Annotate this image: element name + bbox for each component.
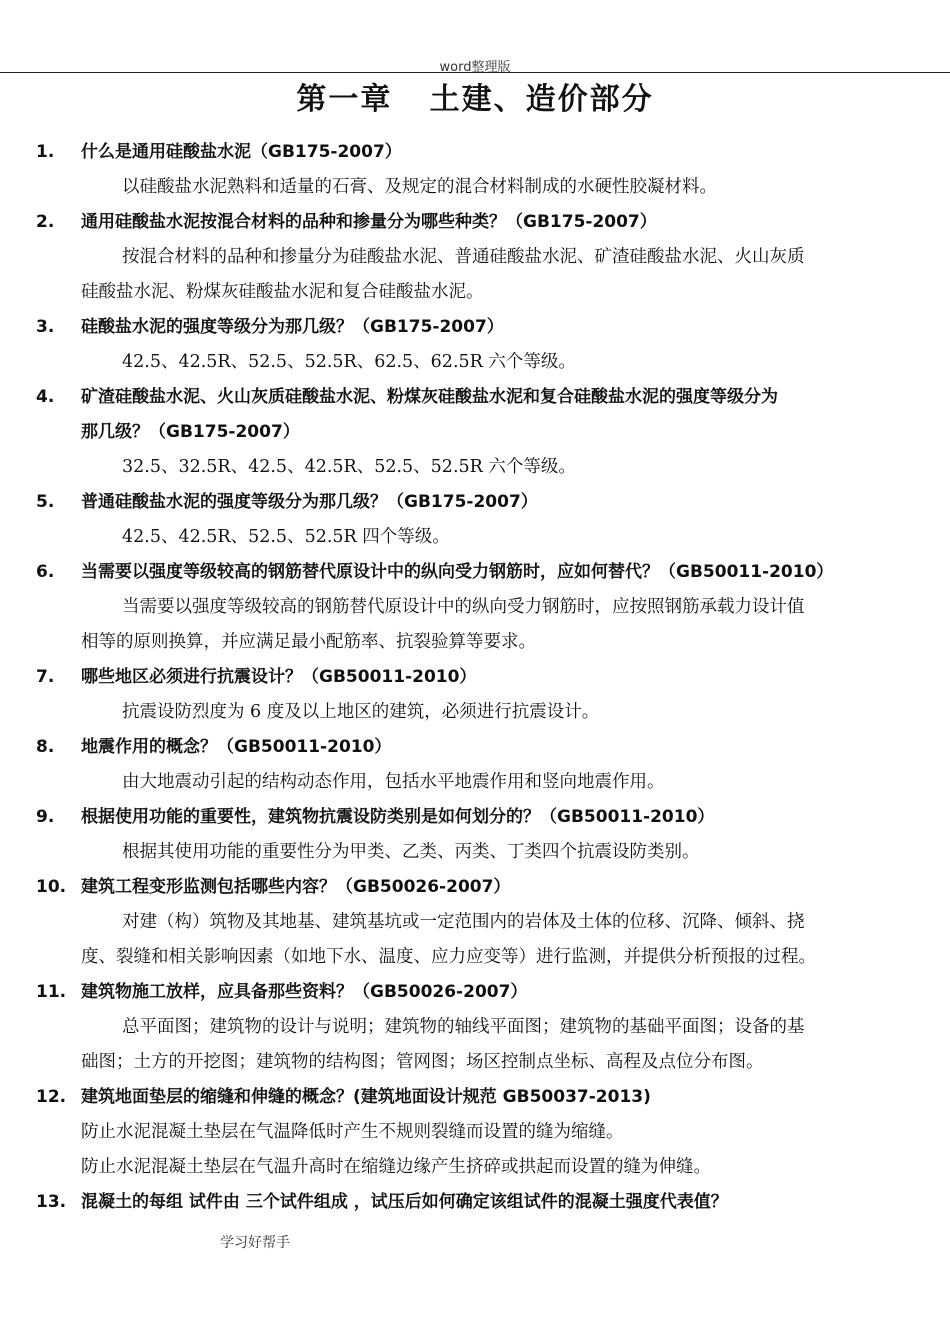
question-text: 普通硅酸盐水泥的强度等级分为那几级？（GB175-2007） xyxy=(81,492,538,512)
question-heading xyxy=(36,1080,936,1115)
question-text: 根据使用功能的重要性，建筑物抗震设防类别是如何划分的？（GB50011-2010） xyxy=(81,807,715,827)
question-number: 11. xyxy=(36,982,67,1002)
question-text: 通用硅酸盐水泥按混合材料的品种和掺量分为哪些种类？（GB175-2007） xyxy=(81,212,657,232)
question-number: 6. xyxy=(36,562,55,582)
question-number: 10. xyxy=(36,877,67,897)
answer-text: 42.5、42.5R、52.5、52.5R、62.5、62.5R 六个等级。 xyxy=(122,352,576,372)
question-text: 混凝土的每组 试件由 三个试件组成 ，试压后如何确定该组试件的混凝土强度代表值？ xyxy=(81,1192,728,1212)
page-header: word整理版 xyxy=(439,60,511,75)
question-text: 硅酸盐水泥的强度等级分为那几级？（GB175-2007） xyxy=(81,317,504,337)
page-footer: 学习好帮手 xyxy=(220,1235,290,1251)
answer-text: 以硅酸盐水泥熟料和适量的石膏、及规定的混合材料制成的水硬性胶凝材料。 xyxy=(122,177,717,197)
answer-text: 度、裂缝和相关影响因素（如地下水、温度、应力应变等）进行监测，并提供分析预报的过程。 xyxy=(81,947,816,967)
header-rule xyxy=(0,72,950,73)
answer-text: 按混合材料的品种和掺量分为硅酸盐水泥、普通硅酸盐水泥、矿渣硅酸盐水泥、火山灰质 xyxy=(122,247,805,267)
answer-text: 32.5、32.5R、42.5、42.5R、52.5、52.5R 六个等级。 xyxy=(122,457,576,477)
question-number: 13. xyxy=(36,1192,67,1212)
question-heading xyxy=(36,485,936,520)
question-heading-continued xyxy=(36,415,936,450)
question-number: 4. xyxy=(36,387,55,407)
question-heading xyxy=(36,975,936,1010)
question-heading xyxy=(36,380,936,415)
question-number: 9. xyxy=(36,807,55,827)
answer-text: 总平面图；建筑物的设计与说明；建筑物的轴线平面图；建筑物的基础平面图；设备的基 xyxy=(122,1017,805,1037)
question-heading xyxy=(36,1185,936,1220)
question-text: 什么是通用硅酸盐水泥（GB175-2007） xyxy=(81,142,402,162)
chapter-title: 第一章 土建、造价部分 xyxy=(296,82,654,117)
question-text: 建筑物施工放样，应具备那些资料？（GB50026-2007） xyxy=(81,982,528,1002)
answer-text: 对建（构）筑物及其地基、建筑基坑或一定范围内的岩体及土体的位移、沉降、倾斜、挠 xyxy=(122,912,805,932)
answer-text: 42.5、42.5R、52.5、52.5R 四个等级。 xyxy=(122,527,450,547)
question-heading xyxy=(36,800,936,835)
question-text: 哪些地区必须进行抗震设计？（GB50011-2010） xyxy=(81,667,477,687)
question-number: 3. xyxy=(36,317,55,337)
answer-text: 由大地震动引起的结构动态作用，包括水平地震作用和竖向地震作用。 xyxy=(122,772,665,792)
answer-text: 相等的原则换算，并应满足最小配筋率、抗裂验算等要求。 xyxy=(81,632,536,652)
question-number: 1. xyxy=(36,142,55,162)
answer-text: 根据其使用功能的重要性分为甲类、乙类、丙类、丁类四个抗震设防类别。 xyxy=(122,842,700,862)
answer-text: 抗震设防烈度为 6 度及以上地区的建筑，必须进行抗震设计。 xyxy=(122,702,600,722)
question-heading xyxy=(36,135,936,170)
question-heading xyxy=(36,660,936,695)
question-text: 地震作用的概念？（GB50011-2010） xyxy=(81,737,392,757)
question-text: 建筑地面垫层的缩缝和伸缝的概念？(建筑地面设计规范 GB50037-2013) xyxy=(81,1087,651,1107)
question-number: 12. xyxy=(36,1087,67,1107)
question-heading xyxy=(36,730,936,765)
answer-text: 防止水泥混凝土垫层在气温升高时在缩缝边缘产生挤碎或拱起而设置的缝为伸缝。 xyxy=(81,1157,711,1177)
question-text: 那几级？（GB175-2007） xyxy=(81,422,300,442)
question-heading xyxy=(36,555,936,590)
question-heading xyxy=(36,870,936,905)
answer-text: 础图；土方的开挖图；建筑物的结构图；管网图；场区控制点坐标、高程及点位分布图。 xyxy=(81,1052,764,1072)
question-text: 建筑工程变形监测包括哪些内容？（GB50026-2007） xyxy=(81,877,511,897)
question-heading xyxy=(36,310,936,345)
answer-text: 当需要以强度等级较高的钢筋替代原设计中的纵向受力钢筋时，应按照钢筋承载力设计值 xyxy=(122,597,805,617)
question-number: 5. xyxy=(36,492,55,512)
question-number: 2. xyxy=(36,212,55,232)
question-number: 7. xyxy=(36,667,55,687)
question-heading xyxy=(36,205,936,240)
question-text: 矿渣硅酸盐水泥、火山灰质硅酸盐水泥、粉煤灰硅酸盐水泥和复合硅酸盐水泥的强度等级分为 xyxy=(81,387,778,407)
answer-text: 硅酸盐水泥、粉煤灰硅酸盐水泥和复合硅酸盐水泥。 xyxy=(81,282,484,302)
question-text: 当需要以强度等级较高的钢筋替代原设计中的纵向受力钢筋时，应如何替代？（GB50011-2010） xyxy=(81,562,834,582)
answer-text: 防止水泥混凝土垫层在气温降低时产生不规则裂缝而设置的缝为缩缝。 xyxy=(81,1122,624,1142)
document-body xyxy=(36,135,936,1220)
question-number: 8. xyxy=(36,737,55,757)
